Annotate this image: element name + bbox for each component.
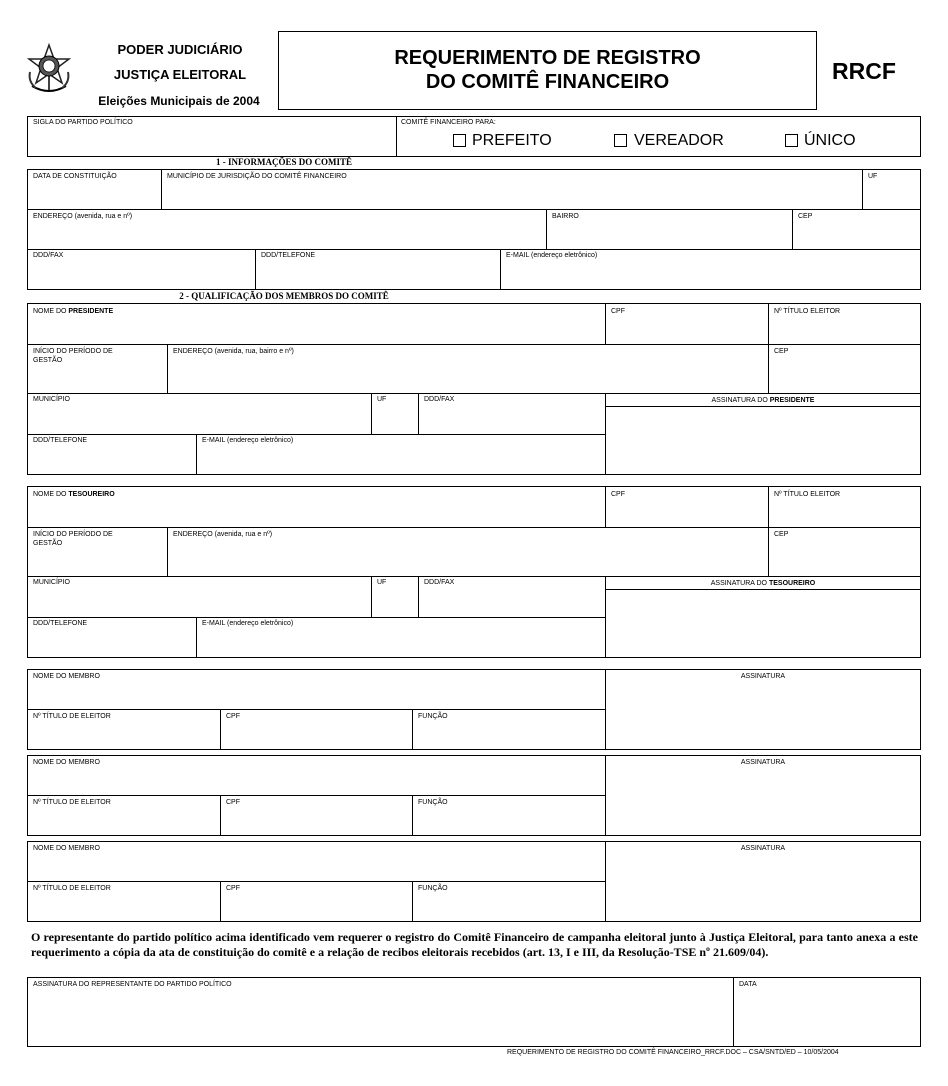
tesoureiro-ddd-fax-label: DDD/FAX [424, 579, 455, 586]
membro-assinatura-field[interactable] [606, 682, 920, 749]
form-code: RRCF [832, 58, 896, 84]
membro-funcao-field[interactable] [413, 894, 604, 921]
membro-funcao-label: FUNÇÃO [418, 799, 448, 806]
prefeito-option-label: PREFEITO [472, 132, 552, 149]
membro-funcao-field[interactable] [413, 722, 604, 749]
tesoureiro-titulo-label: Nº TÍTULO ELEITOR [774, 491, 841, 498]
tesoureiro-email-label: E-MAIL (endereço eletrônico) [202, 620, 294, 627]
tesoureiro-ddd-telefone-label: DDD/TELEFONE [33, 620, 88, 627]
tesoureiro-ddd-telefone-field[interactable] [28, 630, 195, 657]
tesoureiro-titulo-field[interactable] [769, 500, 920, 526]
party-sigla-label: SIGLA DO PARTIDO POLÍTICO [33, 119, 133, 126]
tesoureiro-uf-label: UF [377, 579, 387, 586]
data-constituicao-field[interactable] [28, 182, 160, 208]
committee-for-label: COMITÊ FINANCEIRO PARA: [401, 119, 496, 126]
data-constituicao-label: DATA DE CONSTITUIÇÃO [33, 173, 117, 180]
tesoureiro-assinatura-field[interactable] [606, 590, 920, 657]
presidente-cep-label: CEP [774, 348, 789, 355]
membro-cpf-field[interactable] [221, 808, 411, 835]
membro-titulo-field[interactable] [28, 894, 219, 921]
membro-assinatura-label: ASSINATURA [740, 845, 786, 852]
tesoureiro-nome-label: NOME DO TESOUREIRO [33, 491, 115, 498]
assinatura-representante-field[interactable] [28, 990, 732, 1046]
tesoureiro-inicio-label-2: GESTÃO [33, 540, 63, 547]
membro-nome-label: NOME DO MEMBRO [33, 759, 100, 766]
membro-titulo-field[interactable] [28, 808, 219, 835]
presidente-ddd-telefone-label: DDD/TELEFONE [33, 437, 88, 444]
presidente-cpf-field[interactable] [606, 317, 767, 343]
data-field[interactable] [734, 990, 920, 1046]
uf-field[interactable] [863, 182, 920, 208]
assinatura-representante-label: ASSINATURA DO REPRESENTANTE DO PARTIDO POLÍTICO [33, 981, 232, 988]
email-label: E-MAIL (endereço eletrônico) [506, 252, 598, 259]
tesoureiro-cpf-field[interactable] [606, 500, 767, 526]
endereco-field[interactable] [28, 222, 545, 248]
membro-nome-field[interactable] [28, 682, 604, 708]
municipio-jurisdicao-field[interactable] [162, 182, 861, 208]
membro-cpf-label: CPF [226, 799, 240, 806]
coat-of-arms-icon [24, 42, 74, 96]
membro-assinatura-field[interactable] [606, 854, 920, 921]
tesoureiro-nome-field[interactable] [28, 500, 604, 526]
membro-nome-label: NOME DO MEMBRO [33, 845, 100, 852]
presidente-email-label: E-MAIL (endereço eletrônico) [202, 437, 294, 444]
tesoureiro-assinatura-label: ASSINATURA DO TESOUREIRO [710, 580, 816, 587]
unico-checkbox[interactable] [785, 134, 798, 147]
presidente-ddd-fax-label: DDD/FAX [424, 396, 455, 403]
tesoureiro-endereco-label: ENDEREÇO (avenida, rua e nº) [173, 531, 273, 538]
membro-titulo-label: Nº TÍTULO DE ELEITOR [33, 713, 111, 720]
tesoureiro-ddd-fax-field[interactable] [419, 589, 604, 616]
uf-label: UF [868, 173, 878, 180]
tesoureiro-inicio-label-1: INÍCIO DO PERÍODO DE [33, 531, 113, 538]
tesoureiro-municipio-label: MUNICÍPIO [33, 579, 70, 586]
presidente-titulo-label: Nº TÍTULO ELEITOR [774, 308, 841, 315]
tesoureiro-uf-field[interactable] [372, 589, 417, 616]
section2-title: 2 - QUALIFICAÇÃO DOS MEMBROS DO COMITÊ [179, 291, 389, 301]
ddd-telefone-field[interactable] [256, 262, 499, 289]
cep-field[interactable] [793, 222, 920, 248]
membro-funcao-label: FUNÇÃO [418, 885, 448, 892]
membro-funcao-label: FUNÇÃO [418, 713, 448, 720]
bairro-label: BAIRRO [552, 213, 579, 220]
declaration-text: O representante do partido político acima identificado vem requerer o registro do Comitê Financeiro de campanha eleitoral junto à Justiça Eleitoral, para tanto anexa a este requerimento a cópia da ata de constituição do comitê e a relação de recibos eleitorais recebidos (art. 13, I e III, da Resolução-TSE nº 21.609/04). [31, 930, 918, 959]
form-title-line2: DO COMITÊ FINANCEIRO [425, 71, 670, 93]
membro-titulo-field[interactable] [28, 722, 219, 749]
form-title-line1: REQUERIMENTO DE REGISTRO [394, 47, 701, 69]
email-field[interactable] [501, 262, 920, 289]
membro-cpf-field[interactable] [221, 894, 411, 921]
section1-title: 1 - INFORMAÇÕES DO COMITÊ [215, 157, 352, 167]
membro-funcao-field[interactable] [413, 808, 604, 835]
membro-titulo-label: Nº TÍTULO DE ELEITOR [33, 885, 111, 892]
presidente-ddd-fax-field[interactable] [419, 406, 604, 433]
presidente-cep-field[interactable] [769, 358, 920, 392]
presidente-uf-field[interactable] [372, 406, 417, 433]
presidente-inicio-label-2: GESTÃO [33, 357, 63, 364]
membro-nome-field[interactable] [28, 768, 604, 794]
tesoureiro-cep-label: CEP [774, 531, 789, 538]
presidente-nome-field[interactable] [28, 317, 604, 343]
tesoureiro-municipio-field[interactable] [28, 589, 370, 616]
ddd-telefone-label: DDD/TELEFONE [261, 252, 316, 259]
cep-label: CEP [798, 213, 813, 220]
unico-option-label: ÚNICO [804, 132, 856, 149]
presidente-endereco-label: ENDEREÇO (avenida, rua, bairro e nº) [173, 348, 294, 355]
membro-cpf-label: CPF [226, 885, 240, 892]
presidente-nome-label: NOME DO PRESIDENTE [33, 308, 114, 315]
party-sigla-input[interactable] [28, 128, 395, 156]
presidente-titulo-field[interactable] [769, 317, 920, 343]
presidente-municipio-label: MUNICÍPIO [33, 396, 70, 403]
data-label: DATA [739, 981, 757, 988]
bairro-field[interactable] [547, 222, 791, 248]
presidente-assinatura-field[interactable] [606, 407, 920, 474]
tesoureiro-email-field[interactable] [197, 630, 604, 657]
membro-titulo-label: Nº TÍTULO DE ELEITOR [33, 799, 111, 806]
presidente-email-field[interactable] [197, 447, 604, 474]
presidente-endereco-field[interactable] [168, 358, 767, 392]
presidente-municipio-field[interactable] [28, 406, 370, 433]
tesoureiro-inicio-field[interactable] [28, 549, 166, 575]
presidente-cpf-label: CPF [611, 308, 625, 315]
election-name: Eleições Municipais de 2004 [98, 94, 260, 108]
tesoureiro-cpf-label: CPF [611, 491, 625, 498]
ddd-fax-field[interactable] [28, 262, 254, 289]
presidente-inicio-field[interactable] [28, 366, 166, 392]
membro-nome-field[interactable] [28, 854, 604, 880]
presidente-uf-label: UF [377, 396, 387, 403]
membro-assinatura-label: ASSINATURA [740, 759, 786, 766]
vereador-checkbox[interactable] [614, 134, 627, 147]
tesoureiro-endereco-field[interactable] [168, 541, 767, 575]
presidente-assinatura-label: ASSINATURA DO PRESIDENTE [711, 397, 815, 404]
membro-assinatura-field[interactable] [606, 768, 920, 835]
municipio-jurisdicao-label: MUNICÍPIO DE JURISDIÇÃO DO COMITÊ FINANCEIRO [167, 173, 347, 180]
org-subname: JUSTIÇA ELEITORAL [113, 67, 247, 82]
vereador-option-label: VEREADOR [634, 132, 724, 149]
endereco-label: ENDEREÇO (avenida, rua e nº) [33, 213, 133, 220]
membro-nome-label: NOME DO MEMBRO [33, 673, 100, 680]
membro-cpf-label: CPF [226, 713, 240, 720]
tesoureiro-cep-field[interactable] [769, 541, 920, 575]
presidente-ddd-telefone-field[interactable] [28, 447, 195, 474]
prefeito-checkbox[interactable] [453, 134, 466, 147]
footer-reference: REQUERIMENTO DE REGISTRO DO COMITÊ FINANCEIRO_RRCF.DOC – CSA/SNTD/ED – 10/05/2004 [507, 1049, 839, 1056]
membro-cpf-field[interactable] [221, 722, 411, 749]
org-name: PODER JUDICIÁRIO [117, 42, 243, 57]
membro-assinatura-label: ASSINATURA [740, 673, 786, 680]
presidente-inicio-label-1: INÍCIO DO PERÍODO DE [33, 348, 113, 355]
ddd-fax-label: DDD/FAX [33, 252, 64, 259]
